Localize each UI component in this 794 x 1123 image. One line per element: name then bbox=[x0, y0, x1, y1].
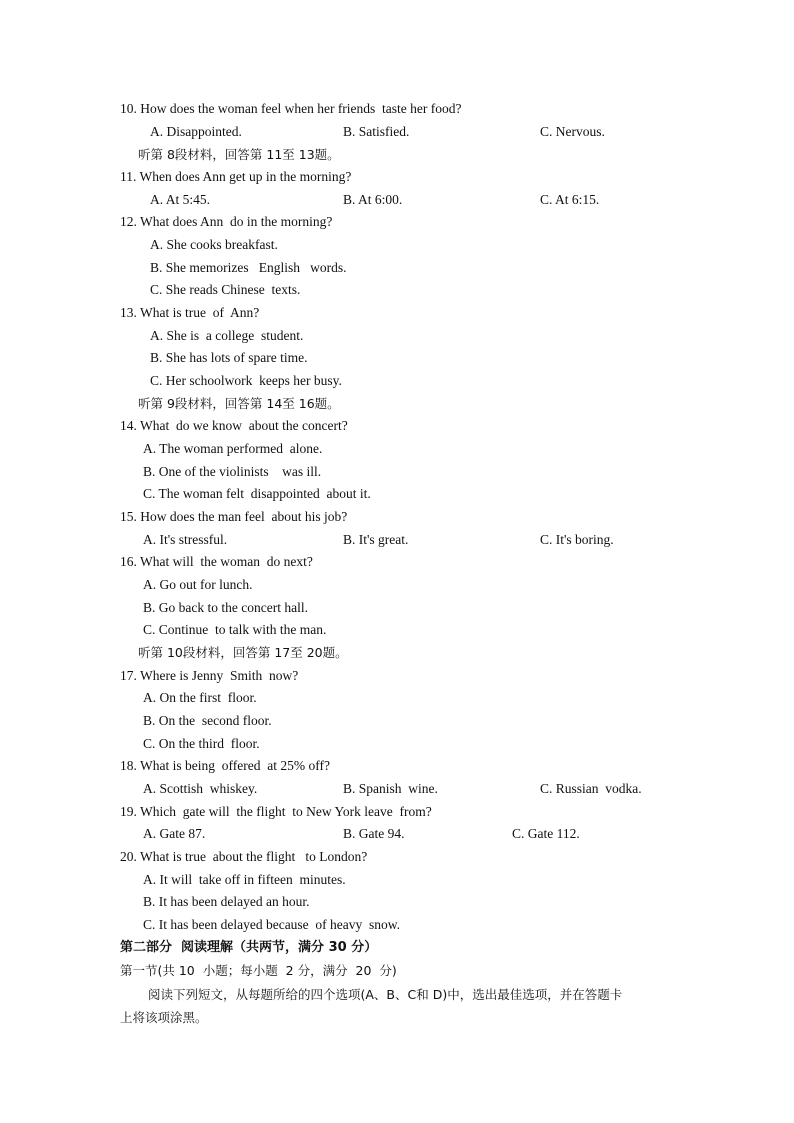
question-16-option-a: A. Go out for lunch. bbox=[143, 577, 253, 592]
section-9-instruction: 听第 9段材料，回答第 14至 16题。 bbox=[138, 396, 340, 411]
part-2-title: 第二部分 阅读理解（共两节，满分 30 分） bbox=[120, 940, 378, 955]
question-13-option-c: C. Her schoolwork keeps her busy. bbox=[150, 373, 342, 388]
question-11-option-c: C. At 6:15. bbox=[540, 192, 600, 207]
question-17-stem: 17. Where is Jenny Smith now? bbox=[120, 668, 299, 683]
question-14-option-a: A. The woman performed alone. bbox=[143, 441, 323, 456]
question-10-option-b: B. Satisfied. bbox=[343, 124, 410, 139]
question-18-option-c: C. Russian vodka. bbox=[540, 781, 642, 796]
question-17-option-c: C. On the third floor. bbox=[143, 736, 260, 751]
section-10-instruction: 听第 10段材料，回答第 17至 20题。 bbox=[138, 645, 348, 660]
question-13-option-b: B. She has lots of spare time. bbox=[150, 350, 308, 365]
question-16-stem: 16. What will the woman do next? bbox=[120, 554, 313, 569]
question-15-option-a: A. It's stressful. bbox=[143, 532, 228, 547]
question-14-stem: 14. What do we know about the concert? bbox=[120, 418, 348, 433]
question-16-option-c: C. Continue to talk with the man. bbox=[143, 622, 327, 637]
question-19-option-b: B. Gate 94. bbox=[343, 826, 405, 841]
question-12-option-b: B. She memorizes English words. bbox=[150, 260, 347, 275]
question-12-stem: 12. What does Ann do in the morning? bbox=[120, 214, 333, 229]
question-17-option-b: B. On the second floor. bbox=[143, 713, 272, 728]
question-16-option-b: B. Go back to the concert hall. bbox=[143, 600, 308, 615]
question-13-option-a: A. She is a college student. bbox=[150, 328, 304, 343]
question-11-option-a: A. At 5:45. bbox=[150, 192, 211, 207]
question-11-stem: 11. When does Ann get up in the morning? bbox=[120, 169, 352, 184]
question-10-option-c: C. Nervous. bbox=[540, 124, 605, 139]
part-2-section-1-heading: 第一节(共 10 小题；每小题 2 分，满分 20 分) bbox=[120, 963, 397, 978]
question-20-option-a: A. It will take off in fifteen minutes. bbox=[143, 872, 346, 887]
question-19-stem: 19. Which gate will the flight to New York leave from? bbox=[120, 804, 432, 819]
question-20-option-c: C. It has been delayed because of heavy snow. bbox=[143, 917, 401, 932]
question-18-stem: 18. What is being offered at 25% off? bbox=[120, 758, 330, 773]
question-11-option-b: B. At 6:00. bbox=[343, 192, 403, 207]
question-14-option-c: C. The woman felt disappointed about it. bbox=[143, 486, 371, 501]
question-14-option-b: B. One of the violinists was ill. bbox=[143, 464, 322, 479]
question-10-option-a: A. Disappointed. bbox=[150, 124, 242, 139]
question-15-stem: 15. How does the man feel about his job? bbox=[120, 509, 348, 524]
question-12-option-a: A. She cooks breakfast. bbox=[150, 237, 278, 252]
part-2-instruction-line-2: 上将该项涂黑。 bbox=[120, 1010, 208, 1025]
section-8-instruction: 听第 8段材料，回答第 11至 13题。 bbox=[138, 147, 340, 162]
question-19-option-a: A. Gate 87. bbox=[143, 826, 206, 841]
question-12-option-c: C. She reads Chinese texts. bbox=[150, 282, 301, 297]
question-20-stem: 20. What is true about the flight to London? bbox=[120, 849, 368, 864]
question-13-stem: 13. What is true of Ann? bbox=[120, 305, 260, 320]
question-19-option-c: C. Gate 112. bbox=[512, 826, 580, 841]
question-17-option-a: A. On the first floor. bbox=[143, 690, 257, 705]
question-18-option-b: B. Spanish wine. bbox=[343, 781, 438, 796]
question-10-stem: 10. How does the woman feel when her friends taste her food? bbox=[120, 101, 462, 116]
question-18-option-a: A. Scottish whiskey. bbox=[143, 781, 258, 796]
question-15-option-b: B. It's great. bbox=[343, 532, 409, 547]
question-15-option-c: C. It's boring. bbox=[540, 532, 614, 547]
question-20-option-b: B. It has been delayed an hour. bbox=[143, 894, 310, 909]
part-2-instruction-line-1: 阅读下列短文，从每题所给的四个选项(A、B、C和 D)中，选出最佳选项，并在答题卡 bbox=[148, 987, 623, 1002]
